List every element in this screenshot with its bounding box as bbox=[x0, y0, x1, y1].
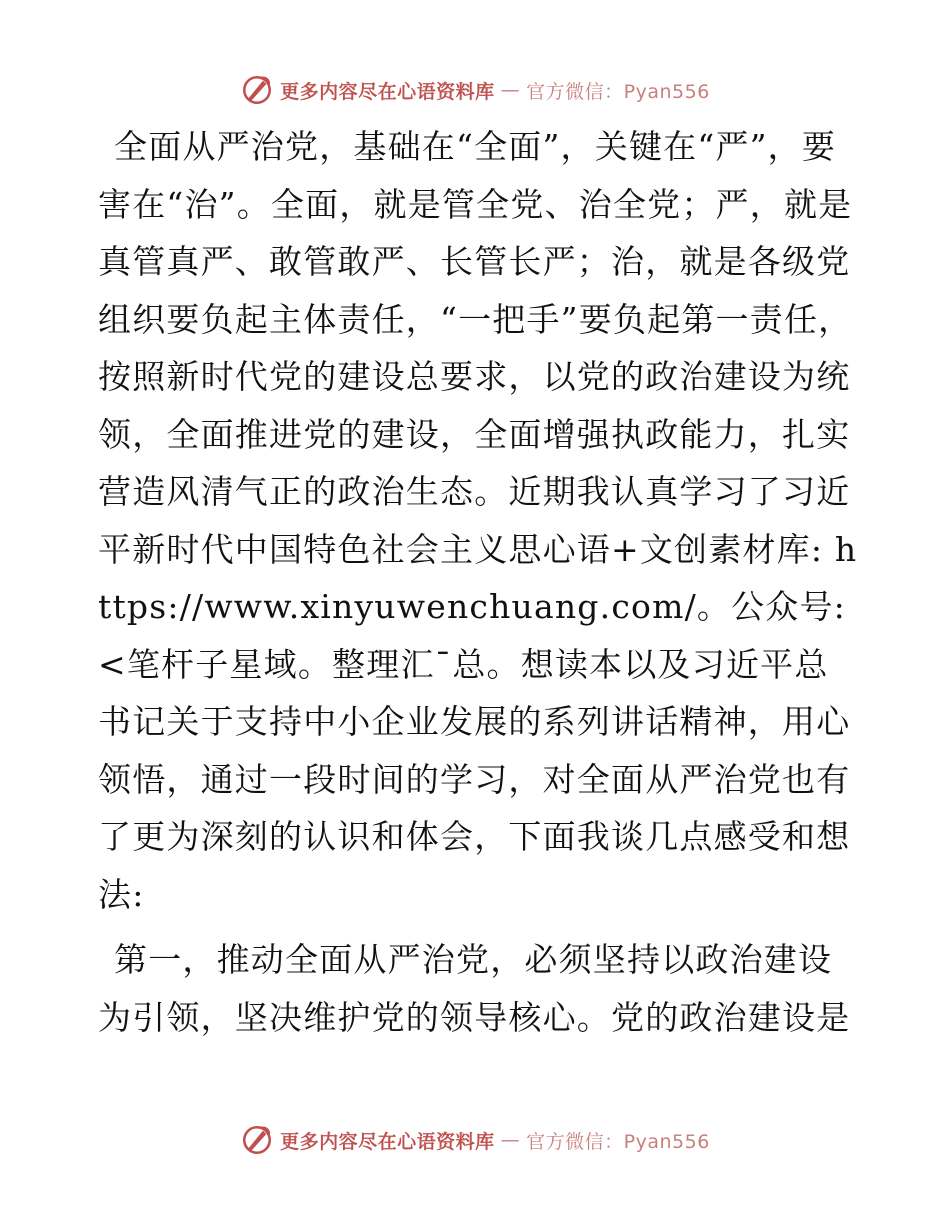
document-body bbox=[98, 118, 858, 1046]
watermark-main-text: 更多内容尽在心语资料库 bbox=[280, 80, 495, 103]
paragraph-point-one: 第一，推动全面从严治党，必须坚持以政治建设为引领，坚决维护党的领导核心。党的政治建设是 bbox=[98, 940, 851, 1037]
red-quill-logo-icon bbox=[240, 1123, 274, 1157]
watermark-main-text: 更多内容尽在心语资料库 bbox=[280, 1130, 495, 1153]
paragraph-intro: 全面从严治党，基础在“全面”，关键在“严”，要害在“治”。全面，就是管全党、治全党；严，就是真管真严、敢管敢严、长管长严；治，就是各级党组织要负起主体责任，“一把手”要负起第一责任，按照新时代党的建设总要求，以党的政治建设为统领，全面推进党的建设，全面增强执政能力，扎实营造风清气正的政治生态。近期我认真学习了习近平新时代中国特色社会主义思心语+文创素材库: https://www.xinyuwenchuang.com/。公众号: <笔杆子星域。整理汇¯总。想读本以及习近平总书记关于支持中小企业发展的系列讲话精神，用心领悟，通过一段时间的学习，对全面从严治党也有了更为深刻的认识和体会，下面我谈几点感受和想法: bbox=[98, 127, 858, 914]
header-watermark bbox=[0, 70, 950, 110]
watermark-dash: — bbox=[500, 79, 521, 101]
red-quill-logo-icon bbox=[240, 73, 274, 107]
watermark-sub-text: 官方微信：Pyan556 bbox=[526, 80, 710, 103]
watermark-dash: — bbox=[500, 1129, 521, 1151]
watermark-sub-text: 官方微信：Pyan556 bbox=[526, 1130, 710, 1153]
footer-watermark bbox=[0, 1120, 950, 1160]
